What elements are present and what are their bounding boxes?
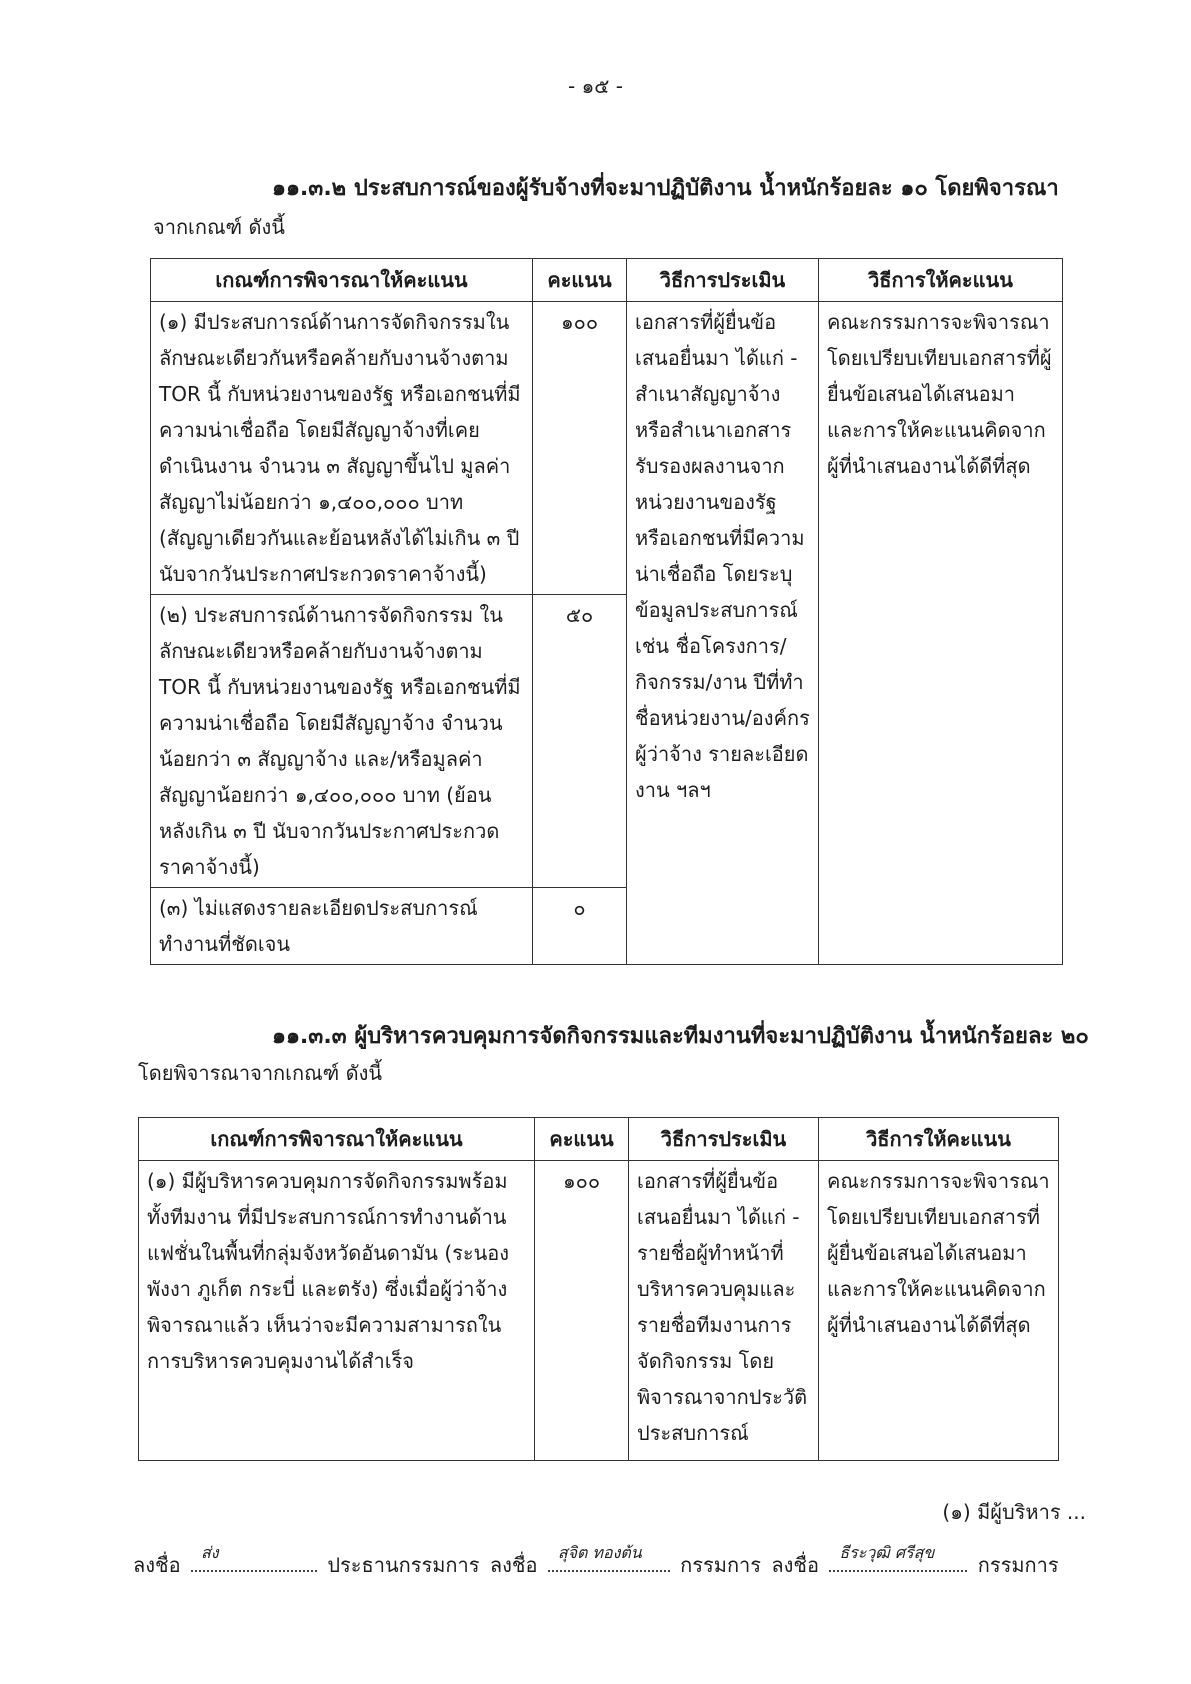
criteria-cell: (๓) ไม่แสดงรายละเอียดประสบการณ์ทำงานที่ชัดเจน <box>151 888 533 965</box>
section-heading-11-3-2: ๑๑.๓.๒ ประสบการณ์ของผู้รับจ้างที่จะมาปฏิบัติงาน น้ำหนักร้อยละ ๑๐ โดยพิจารณา <box>272 176 1059 201</box>
signer-role: กรรมการ <box>680 1553 762 1577</box>
section-subline-11-3-2: จากเกณฑ์ ดังนี้ <box>153 215 285 239</box>
handwritten-signature: ส่ง <box>200 1543 219 1562</box>
criteria-cell: (๑) มีประสบการณ์ด้านการจัดกิจกรรมในลักษณะเดียวกันหรือคล้ายกับงานจ้างตาม TOR นี้ กับหน่วยงานของรัฐ หรือเอกชนที่มีความน่าเชื่อถือ โดยมีสัญญาจ้างที่เคยดำเนินงาน จำนวน ๓ สัญญาขึ้นไป มูลค่าสัญญาไม่น้อยกว่า ๑,๔๐๐,๐๐๐ บาท (สัญญาเดียวกันและย้อนหลังได้ไม่เกิน ๓ ปี นับจากวันประกาศประกวดราคาจ้างนี้) <box>151 302 533 595</box>
table-row <box>151 302 1063 595</box>
handwritten-signature: ธีระวุฒิ ศรีสุข <box>839 1543 935 1562</box>
signer-role: กรรมการ <box>977 1553 1059 1577</box>
handwritten-signature: สุจิต ทองต้น <box>557 1543 642 1562</box>
signature-slot <box>829 1543 967 1572</box>
header-score: คะแนน <box>535 1118 629 1161</box>
continuation-text: (๑) มีผู้บริหาร ... <box>942 1500 1086 1524</box>
sign-label: ลงชื่อ <box>771 1553 819 1577</box>
header-evaluation: วิธีการประเมิน <box>627 259 819 302</box>
score-cell: ๕๐ <box>533 595 627 888</box>
section-heading-11-3-3: ๑๑.๓.๓ ผู้บริหารควบคุมการจัดกิจกรรมและทีมงานที่จะมาปฏิบัติงาน น้ำหนักร้อยละ ๒๐ <box>272 1024 1089 1049</box>
score-cell: ๐ <box>533 888 627 965</box>
criteria-cell: (๒) ประสบการณ์ด้านการจัดกิจกรรม ในลักษณะเดียวหรือคล้ายกับงานจ้างตาม TOR นี้ กับหน่วยงานของรัฐ หรือเอกชนที่มีความน่าเชื่อถือ โดยมีสัญญาจ้าง จำนวนน้อยกว่า ๓ สัญญาจ้าง และ/หรือมูลค่าสัญญาน้อยกว่า ๑,๔๐๐,๐๐๐ บาท (ย้อนหลังเกิน ๓ ปี นับจากวันประกาศประกวดราคาจ้างนี้) <box>151 595 533 888</box>
table-header-row <box>151 259 1063 302</box>
table-row <box>139 1161 1059 1461</box>
table-header-row <box>139 1118 1059 1161</box>
criteria-table-management <box>138 1117 1059 1461</box>
score-cell: ๑๐๐ <box>535 1161 629 1461</box>
signature-slot <box>548 1543 670 1572</box>
criteria-table-experience <box>150 258 1063 965</box>
header-evaluation: วิธีการประเมิน <box>629 1118 819 1161</box>
header-criteria: เกณฑ์การพิจารณาให้คะแนน <box>139 1118 535 1161</box>
sign-label: ลงชื่อ <box>489 1553 538 1577</box>
signature-slot <box>191 1543 317 1572</box>
sign-label: ลงชื่อ <box>133 1553 181 1577</box>
header-scoring: วิธีการให้คะแนน <box>819 259 1063 302</box>
criteria-cell: (๑) มีผู้บริหารควบคุมการจัดกิจกรรมพร้อมทั้งทีมงาน ที่มีประสบการณ์การทำงานด้านแฟชั่นในพื้นที่กลุ่มจังหวัดอันดามัน (ระนอง พังงา ภูเก็ต กระบี่ และตรัง) ซึ่งเมื่อผู้ว่าจ้างพิจารณาแล้ว เห็นว่าจะมีความสามารถในการบริหารควบคุมงานได้สำเร็จ <box>139 1161 535 1461</box>
header-criteria: เกณฑ์การพิจารณาให้คะแนน <box>151 259 533 302</box>
score-cell: ๑๐๐ <box>533 302 627 595</box>
header-score: คะแนน <box>533 259 627 302</box>
section-subline-11-3-3: โดยพิจารณาจากเกณฑ์ ดังนี้ <box>138 1061 383 1085</box>
signer-role: ประธานกรรมการ <box>327 1553 480 1577</box>
header-scoring: วิธีการให้คะแนน <box>819 1118 1059 1161</box>
signature-line <box>133 1543 1063 1581</box>
evaluation-cell: เอกสารที่ผู้ยื่นข้อเสนอยื่นมา ได้แก่ - รายชื่อผู้ทำหน้าที่บริหารควบคุมและรายชื่อทีมงานการจัดกิจกรรม โดยพิจารณาจากประวัติประสบการณ์ <box>629 1161 819 1461</box>
evaluation-cell: เอกสารที่ผู้ยื่นข้อเสนอยื่นมา ได้แก่ - สำเนาสัญญาจ้างหรือสำเนาเอกสารรับรองผลงานจากหน่วยงานของรัฐหรือเอกชนที่มีความน่าเชื่อถือ โดยระบุข้อมูลประสบการณ์ เช่น ชื่อโครงการ/กิจกรรม/งาน ปีที่ทำ ชื่อหน่วยงาน/องค์กร ผู้ว่าจ้าง รายละเอียดงาน ฯลฯ <box>627 302 819 965</box>
scoring-cell: คณะกรรมการจะพิจารณาโดยเปรียบเทียบเอกสารที่ผู้ยื่นข้อเสนอได้เสนอมา และการให้คะแนนคิดจากผู้ที่นำเสนองานได้ดีที่สุด <box>819 302 1063 965</box>
scoring-cell: คณะกรรมการจะพิจารณาโดยเปรียบเทียบเอกสารที่ผู้ยื่นข้อเสนอได้เสนอมา และการให้คะแนนคิดจากผู้ที่นำเสนองานได้ดีที่สุด <box>819 1161 1059 1461</box>
page-number: - ๑๕ - <box>568 74 623 98</box>
